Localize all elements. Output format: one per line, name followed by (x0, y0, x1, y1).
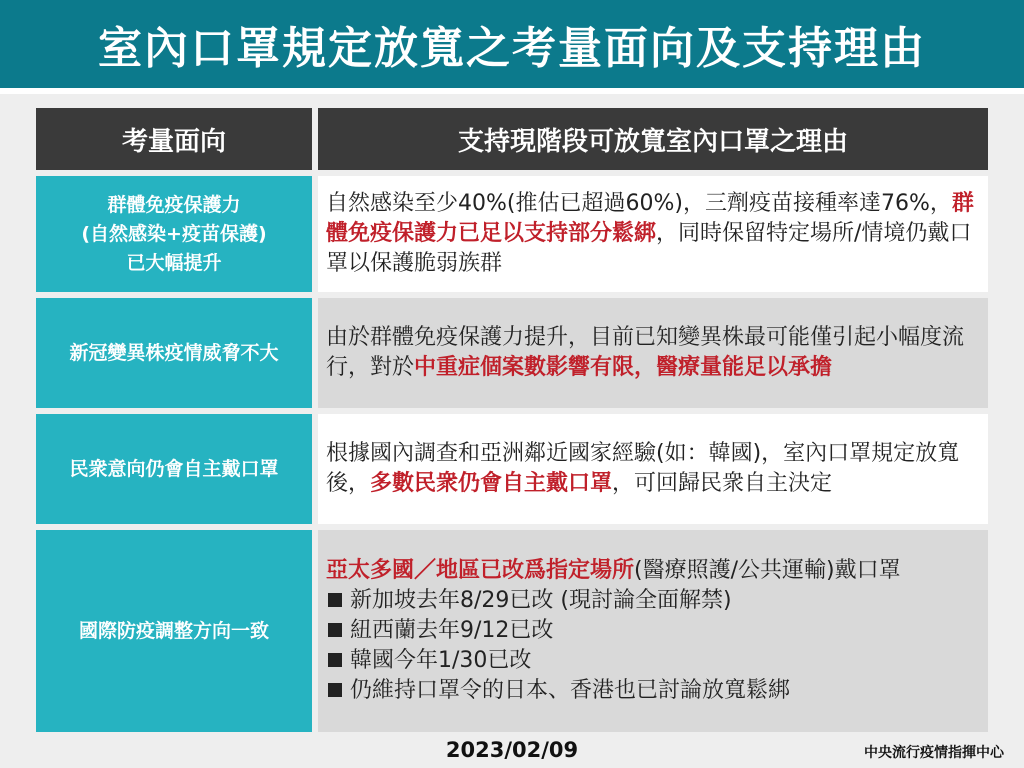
reason-highlight: 亞太多國／地區已改爲指定場所 (326, 558, 635, 583)
reason-text: 根據國內調查和亞洲鄰近國家經驗(如：韓國)，室內口罩規定放寬後， (326, 441, 960, 496)
aspect-cell (36, 298, 312, 408)
list-item-text: 仍維持口罩令的日本、香港也已討論放寬鬆綁 (350, 678, 791, 703)
page-title: 室內口罩規定放寬之考量面向及支持理由 (98, 23, 926, 74)
reason-cell (312, 414, 988, 524)
list-item (326, 586, 982, 616)
reasons-table (36, 102, 988, 738)
list-item-text: 韓國今年1/30已改 (350, 648, 532, 673)
title-divider (0, 88, 1024, 94)
reason-text: (醫療照護/公共運輸)戴口罩 (634, 558, 901, 583)
table-header-row (36, 108, 988, 170)
square-bullet-icon (328, 593, 342, 607)
square-bullet-icon (328, 683, 342, 697)
reason-text: 自然感染至少40%(推估已超過60%)，三劑疫苗接種率達76%， (326, 191, 952, 216)
reason-highlight: 多數民衆仍會自主戴口罩 (370, 471, 613, 496)
aspect-line: 新冠變異株疫情威脅不大 (69, 341, 279, 364)
reason-intro (326, 556, 982, 586)
table-row (36, 414, 988, 524)
aspect-line: 民衆意向仍會自主戴口罩 (69, 457, 279, 480)
reason-text: 由於群體免疫保護力提升，目前已知變異株最可能僅引起小幅度流行，對於 (326, 325, 965, 380)
reason-cell (312, 176, 988, 292)
list-item (326, 646, 982, 676)
list-item-text: 紐西蘭去年9/12已改 (350, 618, 554, 643)
table-row (36, 298, 988, 408)
header-reason: 支持現階段可放寬室內口罩之理由 (312, 108, 988, 170)
aspect-line: 已大幅提升 (126, 251, 222, 274)
aspect-line: 國際防疫調整方向一致 (78, 619, 269, 642)
table-row (36, 176, 988, 292)
bullet-list (326, 586, 982, 706)
square-bullet-icon (328, 623, 342, 637)
publish-date: 2023/02/09 (445, 738, 579, 762)
header-aspect: 考量面向 (36, 108, 312, 170)
aspect-cell (36, 176, 312, 292)
reason-cell (312, 530, 988, 732)
list-item-text: 新加坡去年8/29已改 (現討論全面解禁) (350, 588, 732, 613)
reason-highlight: 中重症個案數影響有限，醫療量能足以承擔 (414, 355, 833, 380)
reason-text: ，可回歸民衆自主決定 (612, 471, 833, 496)
table-row (36, 530, 988, 732)
aspect-line: 群體免疫保護力 (107, 193, 241, 216)
list-item (326, 616, 982, 646)
reason-text: ，同時保留特定場所/情境仍戴口罩以保護脆弱族群 (326, 221, 972, 276)
list-item (326, 676, 982, 706)
square-bullet-icon (328, 653, 342, 667)
title-banner (0, 0, 1024, 88)
aspect-cell (36, 530, 312, 732)
reason-highlight: 群體免疫保護力已足以支持部分鬆綁 (326, 191, 974, 246)
reason-cell (312, 298, 988, 408)
source-agency: 中央流行疫情指揮中心 (864, 745, 1004, 761)
aspect-cell (36, 414, 312, 524)
aspect-line: (自然感染+疫苗保護) (81, 222, 267, 245)
